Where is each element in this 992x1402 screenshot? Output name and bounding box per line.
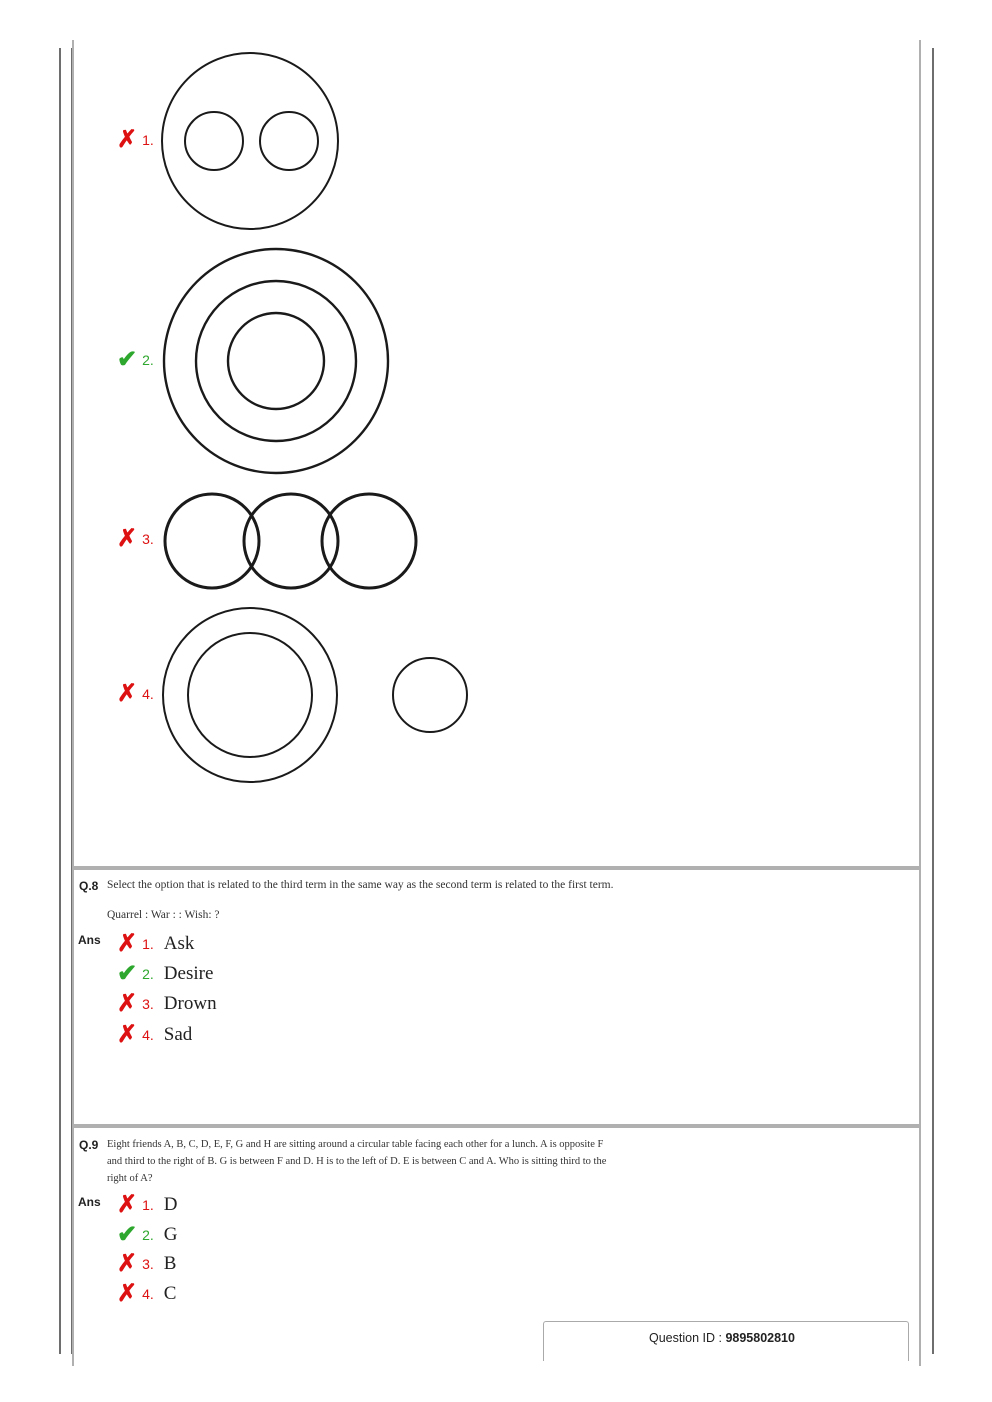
wrong-icon: ✗ <box>117 1280 138 1307</box>
option-number: 3. <box>142 531 154 547</box>
q8-option-1 <box>117 932 194 956</box>
question-9-label: Q.9 <box>79 1138 99 1152</box>
option-number: 2. <box>142 966 154 982</box>
correct-icon: ✔ <box>117 346 138 373</box>
option-number: 4. <box>142 1027 154 1043</box>
outer-circle <box>162 53 338 229</box>
q9-option-3 <box>117 1252 176 1276</box>
option-number: 1. <box>142 132 154 148</box>
option-number: 2. <box>142 352 154 368</box>
separate-circle <box>393 658 467 732</box>
prev-option-2-marker <box>117 348 154 372</box>
question-8-ans-label: Ans <box>78 933 101 947</box>
question-id-value: 9895802810 <box>725 1331 795 1345</box>
outer-circle <box>163 608 337 782</box>
option-text: Drown <box>163 993 217 1014</box>
option-text: Desire <box>163 963 214 984</box>
right-inner-circle <box>260 112 318 170</box>
option-text: D <box>163 1194 178 1215</box>
option-number: 4. <box>142 1286 154 1302</box>
outer-circle <box>164 249 388 473</box>
option-number: 3. <box>142 1256 154 1272</box>
q9-option-4 <box>117 1282 176 1306</box>
q8-option-3 <box>117 992 217 1016</box>
question-9-text-line-2: and third to the right of B. G is between F and D. H is to the left of D. E is between C and A. Who is sitting third to the <box>107 1156 607 1167</box>
wrong-icon: ✗ <box>117 990 138 1017</box>
question-9-text-line-3: right of A? <box>107 1173 153 1184</box>
prev-option-4-marker <box>117 682 154 706</box>
wrong-icon: ✗ <box>117 930 138 957</box>
q8-option-4 <box>117 1023 192 1047</box>
option-text: Sad <box>163 1024 193 1045</box>
right-frame-line-outer <box>932 48 934 1354</box>
option-number: 2. <box>142 1227 154 1243</box>
left-frame-line-outer <box>59 48 61 1354</box>
q9-option-1 <box>117 1193 178 1217</box>
option-text: Ask <box>163 933 195 954</box>
inner-circle <box>228 313 324 409</box>
inner-circle <box>188 633 312 757</box>
wrong-icon: ✗ <box>117 1250 138 1277</box>
q8-option-2 <box>117 962 213 986</box>
question-id-box <box>543 1321 909 1361</box>
option-number: 3. <box>142 996 154 1012</box>
question-8-text: Select the option that is related to the third term in the same way as the second term is related to the first term. <box>107 879 614 891</box>
prev-option-3-marker <box>117 527 154 551</box>
prev-option-2-figure <box>160 246 392 478</box>
prev-option-4-figure <box>160 604 475 788</box>
left-inner-circle <box>185 112 243 170</box>
middle-circle <box>196 281 356 441</box>
prev-option-3-figure <box>160 490 422 594</box>
correct-icon: ✔ <box>117 1221 138 1248</box>
option-number: 1. <box>142 936 154 952</box>
prev-option-1-figure <box>160 50 345 235</box>
right-circle <box>322 494 416 588</box>
question-id-label: Question ID : <box>649 1331 726 1345</box>
prev-option-1-marker <box>117 128 154 152</box>
q9-option-2 <box>117 1223 178 1247</box>
question-id-text <box>649 1331 795 1345</box>
question-9-text-line-1: Eight friends A, B, C, D, E, F, G and H are sitting around a circular table facing each other for a lunch. A is opposite F <box>107 1139 604 1150</box>
wrong-icon: ✗ <box>117 1021 138 1048</box>
option-number: 1. <box>142 1197 154 1213</box>
option-text: G <box>163 1224 178 1245</box>
option-text: C <box>163 1283 177 1304</box>
correct-icon: ✔ <box>117 960 138 987</box>
question-8-label: Q.8 <box>79 879 99 893</box>
question-9-ans-label: Ans <box>78 1195 101 1209</box>
wrong-icon: ✗ <box>117 525 138 552</box>
wrong-icon: ✗ <box>117 680 138 707</box>
option-number: 4. <box>142 686 154 702</box>
wrong-icon: ✗ <box>117 1191 138 1218</box>
option-text: B <box>163 1253 177 1274</box>
question-8-subtext: Quarrel : War : : Wish: ? <box>107 909 220 921</box>
wrong-icon: ✗ <box>117 126 138 153</box>
